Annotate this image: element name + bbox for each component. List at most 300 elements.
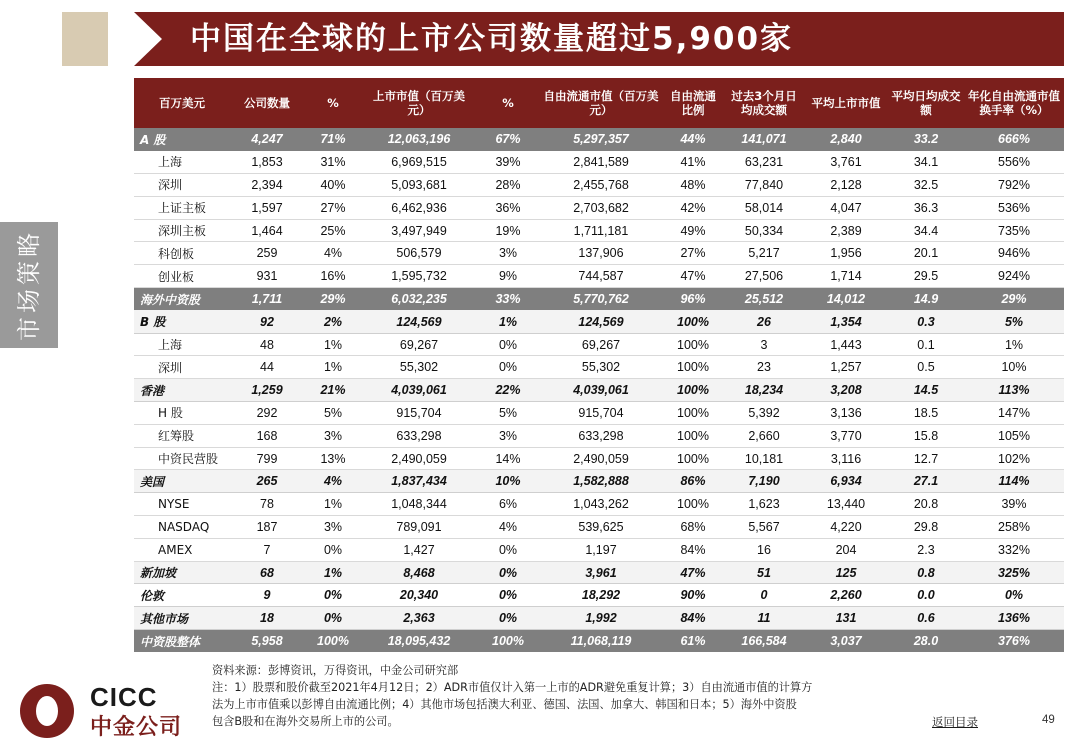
table-cell: 19% [476,219,540,242]
row-label-cell: 伦敦 [134,584,230,607]
table-cell: 4% [304,242,362,265]
table-cell: 42% [662,196,724,219]
table-cell: 27% [304,196,362,219]
table-cell: 25,512 [724,288,804,311]
table-row [134,561,1064,584]
table-cell: 931 [230,265,304,288]
table-cell: 33.2 [888,128,964,151]
table-cell: 113% [964,379,1064,402]
table-cell: 4% [304,470,362,493]
source-notes [212,662,922,730]
table-cell: 147% [964,402,1064,425]
table-row [134,402,1064,425]
table-cell: 2,703,682 [540,196,662,219]
table-cell: 14% [476,447,540,470]
table-cell: 20,340 [362,584,476,607]
table-cell: 32.5 [888,174,964,197]
table-cell: 1% [304,561,362,584]
table-cell: 0.3 [888,310,964,333]
table-cell: 55,302 [540,356,662,379]
column-header: 平均日均成交额 [891,89,961,117]
table-cell: 2,660 [724,424,804,447]
table-cell: 0% [476,538,540,561]
table-cell: 13% [304,447,362,470]
table-cell: 6,462,936 [362,196,476,219]
table-cell: 2,128 [804,174,888,197]
table-body [134,128,1064,652]
table-cell: 8,468 [362,561,476,584]
table-cell: 3% [304,424,362,447]
table-cell: 39% [964,493,1064,516]
table-cell: 5% [476,402,540,425]
table-cell: 6% [476,493,540,516]
table-cell: 6,969,515 [362,151,476,174]
row-label-cell: 中资民营股 [134,447,230,470]
table-cell: 100% [662,310,724,333]
table-row [134,288,1064,311]
table-cell: 100% [662,447,724,470]
table-cell: 0% [476,607,540,630]
table-cell: 16% [304,265,362,288]
table-cell: 265 [230,470,304,493]
table-cell: 5,567 [724,516,804,539]
table-cell: 0% [476,584,540,607]
table-cell: 2,490,059 [362,447,476,470]
table-cell: 3% [476,424,540,447]
table-cell: 1% [304,333,362,356]
table-cell: 2.3 [888,538,964,561]
row-label-cell: 上证主板 [134,196,230,219]
table-cell: 1,853 [230,151,304,174]
table-cell: 5,770,762 [540,288,662,311]
table-header-row [134,78,1064,128]
table-cell: 20.8 [888,493,964,516]
table-cell: 2,490,059 [540,447,662,470]
table-cell: 27,506 [724,265,804,288]
column-header: 公司数量 [244,96,290,110]
table-cell: 44 [230,356,304,379]
table-row [134,470,1064,493]
cicc-logo-mark [20,684,74,738]
table-row [134,424,1064,447]
table-row [134,630,1064,653]
table-cell: 1,711,181 [540,219,662,242]
table-cell: 166,584 [724,630,804,653]
table-cell: 946% [964,242,1064,265]
table-cell: 0% [964,584,1064,607]
table-cell: 376% [964,630,1064,653]
table-cell: 18.5 [888,402,964,425]
table-cell: 2,840 [804,128,888,151]
row-label-cell: 新加坡 [134,561,230,584]
note-line: 注：1）股票和股价截至2021年4月12日；2）ADR市值仅计入第一上市的ADR避免重复计算；3）自由流通市值的计算方 [212,681,813,694]
column-header: 百万美元 [159,96,205,110]
table-cell: 48 [230,333,304,356]
table-cell: 0% [304,584,362,607]
table-cell: 137,906 [540,242,662,265]
table-cell: 5,093,681 [362,174,476,197]
table-cell: 1,714 [804,265,888,288]
table-cell: 141,071 [724,128,804,151]
table-cell: 100% [304,630,362,653]
table-cell: 332% [964,538,1064,561]
listed-companies-table [134,78,1064,652]
table-cell: 68% [662,516,724,539]
table-cell: 16 [724,538,804,561]
table-cell: 5,297,357 [540,128,662,151]
section-side-tab [0,222,58,348]
table-cell: 34.4 [888,219,964,242]
cicc-logo [20,680,200,740]
table-cell: 10,181 [724,447,804,470]
table-cell: 187 [230,516,304,539]
table-cell: 0.6 [888,607,964,630]
table-cell: 11 [724,607,804,630]
table-cell: 25% [304,219,362,242]
table-cell: 100% [662,333,724,356]
table-cell: 0% [476,561,540,584]
table-cell: 29% [304,288,362,311]
table-row [134,379,1064,402]
table-cell: 168 [230,424,304,447]
table-cell: 136% [964,607,1064,630]
table-cell: 5% [304,402,362,425]
table-cell: 86% [662,470,724,493]
table-cell: 125 [804,561,888,584]
table-cell: 258% [964,516,1064,539]
table-cell: 36.3 [888,196,964,219]
table-cell: 1,257 [804,356,888,379]
table-cell: 1,597 [230,196,304,219]
table-cell: 7,190 [724,470,804,493]
table-cell: 58,014 [724,196,804,219]
table-row [134,174,1064,197]
table-cell: 1,259 [230,379,304,402]
row-label-cell: 深圳 [134,356,230,379]
cicc-logo-en: CICC [90,682,158,712]
table-cell: 63,231 [724,151,804,174]
table-cell: 1,043,262 [540,493,662,516]
table-cell: 26 [724,310,804,333]
column-header: % [327,96,339,110]
table-cell: 20.1 [888,242,964,265]
table-row [134,356,1064,379]
table-cell: 23 [724,356,804,379]
table-cell: 15.8 [888,424,964,447]
table-cell: 33% [476,288,540,311]
table-cell: 799 [230,447,304,470]
table-cell: 3,136 [804,402,888,425]
title-chevron-gap [108,12,148,66]
table-cell: 9% [476,265,540,288]
table-cell: 0.0 [888,584,964,607]
row-label-cell: 红筹股 [134,424,230,447]
table-cell: 92 [230,310,304,333]
page-number: 49 [1042,714,1055,726]
row-label-cell: 美国 [134,470,230,493]
table-row [134,151,1064,174]
table-cell: 1,197 [540,538,662,561]
table-cell: 49% [662,219,724,242]
row-label-cell: A 股 [134,128,230,151]
table-cell: 1,711 [230,288,304,311]
source-line: 资料来源：彭博资讯，万得资讯，中金公司研究部 [212,664,459,677]
table-cell: 12,063,196 [362,128,476,151]
table-cell: 915,704 [540,402,662,425]
row-label-cell: 深圳主板 [134,219,230,242]
row-label-cell: 科创板 [134,242,230,265]
table-cell: 633,298 [362,424,476,447]
table-cell: 789,091 [362,516,476,539]
table-cell: 14,012 [804,288,888,311]
table-cell: 1,992 [540,607,662,630]
table-cell: 1% [964,333,1064,356]
table-cell: 3,497,949 [362,219,476,242]
table-cell: 102% [964,447,1064,470]
table-cell: 100% [662,493,724,516]
table-cell: 131 [804,607,888,630]
table-cell: 2,260 [804,584,888,607]
table-row [134,128,1064,151]
table-cell: 0% [304,607,362,630]
table-cell: 55,302 [362,356,476,379]
table-cell: 1,048,344 [362,493,476,516]
table-row [134,242,1064,265]
table-cell: 10% [476,470,540,493]
table-cell: 21% [304,379,362,402]
table-cell: 100% [662,356,724,379]
table-cell: 3,116 [804,447,888,470]
table-cell: 5,958 [230,630,304,653]
table-cell: 1,582,888 [540,470,662,493]
table-cell: 61% [662,630,724,653]
table-cell: 1,623 [724,493,804,516]
table-cell: 3,208 [804,379,888,402]
table-cell: 3% [304,516,362,539]
table-cell: 69,267 [362,333,476,356]
table-cell: 44% [662,128,724,151]
table-cell: 27.1 [888,470,964,493]
row-label-cell: B 股 [134,310,230,333]
table-row [134,196,1064,219]
table-cell: 5,217 [724,242,804,265]
table-cell: 325% [964,561,1064,584]
table-cell: 4,039,061 [362,379,476,402]
table-cell: 2,389 [804,219,888,242]
table-cell: 100% [662,379,724,402]
table-cell: 3% [476,242,540,265]
row-label-cell: 深圳 [134,174,230,197]
table-cell: 28.0 [888,630,964,653]
table-cell: 1,956 [804,242,888,265]
table-row [134,493,1064,516]
table-cell: 100% [662,424,724,447]
table-cell: 14.9 [888,288,964,311]
back-to-contents-link[interactable]: 返回目录 [932,715,978,729]
table-row [134,310,1064,333]
table-cell: 69,267 [540,333,662,356]
table-cell: 5% [964,310,1064,333]
table-cell: 90% [662,584,724,607]
table-cell: 47% [662,265,724,288]
table-cell: 67% [476,128,540,151]
table-cell: 4,047 [804,196,888,219]
table-row [134,333,1064,356]
row-label-cell: 其他市场 [134,607,230,630]
column-header: 上市市值（百万美元） [373,89,465,117]
table-cell: 114% [964,470,1064,493]
table-cell: 4,039,061 [540,379,662,402]
table-cell: 100% [476,630,540,653]
table-cell: 68 [230,561,304,584]
table-cell: 13,440 [804,493,888,516]
table-cell: 1,354 [804,310,888,333]
table-row [134,219,1064,242]
table-cell: 2% [304,310,362,333]
row-label-cell: AMEX [134,538,230,561]
table-row [134,538,1064,561]
table-cell: 3,770 [804,424,888,447]
column-header: 年化自由流通市值换手率（%） [968,89,1060,117]
table-cell: 5,392 [724,402,804,425]
column-header: 自由流通比例 [670,89,716,117]
table-cell: 124,569 [362,310,476,333]
row-label-cell: 上海 [134,333,230,356]
table-cell: 39% [476,151,540,174]
table-cell: 36% [476,196,540,219]
table-cell: 84% [662,607,724,630]
column-header: 自由流通市值（百万美元） [543,89,659,117]
table-cell: 3,961 [540,561,662,584]
table-cell: 539,625 [540,516,662,539]
table-cell: 506,579 [362,242,476,265]
table-cell: 792% [964,174,1064,197]
table-row [134,607,1064,630]
table-cell: 4% [476,516,540,539]
table-cell: 292 [230,402,304,425]
table-cell: 14.5 [888,379,964,402]
table-cell: 50,334 [724,219,804,242]
table-row [134,584,1064,607]
table-cell: 1,837,434 [362,470,476,493]
section-side-tab-label: 市场策略 [15,229,43,341]
table-cell: 536% [964,196,1064,219]
table-cell: 0% [476,333,540,356]
note-line: 包含B股和在海外交易所上市的公司。 [212,715,399,728]
table-cell: 18,292 [540,584,662,607]
table-cell: 2,455,768 [540,174,662,197]
table-cell: 51 [724,561,804,584]
table-cell: 1,443 [804,333,888,356]
table-row [134,447,1064,470]
row-label-cell: 香港 [134,379,230,402]
table-cell: 100% [662,402,724,425]
table-cell: 34.1 [888,151,964,174]
table-cell: 915,704 [362,402,476,425]
table-cell: 28% [476,174,540,197]
table-cell: 0% [476,356,540,379]
table-cell: 4,220 [804,516,888,539]
table-cell: 204 [804,538,888,561]
column-header: 平均上市市值 [811,96,881,110]
table-cell: 924% [964,265,1064,288]
table-cell: 77,840 [724,174,804,197]
table-cell: 1,464 [230,219,304,242]
row-label-cell: NASDAQ [134,516,230,539]
table-cell: 18,234 [724,379,804,402]
table-cell: 0.1 [888,333,964,356]
row-label-cell: 上海 [134,151,230,174]
row-label-cell: 海外中资股 [134,288,230,311]
table-cell: 2,394 [230,174,304,197]
row-label-cell: NYSE [134,493,230,516]
table-cell: 1,595,732 [362,265,476,288]
table-cell: 71% [304,128,362,151]
table-cell: 29% [964,288,1064,311]
table-cell: 96% [662,288,724,311]
table-cell: 124,569 [540,310,662,333]
table-cell: 22% [476,379,540,402]
column-header: 过去3个月日均成交额 [731,89,797,117]
table-cell: 12.7 [888,447,964,470]
table-cell: 666% [964,128,1064,151]
table-cell: 84% [662,538,724,561]
cicc-logo-cn: 中金公司 [90,715,183,740]
table-row [134,516,1064,539]
table-cell: 48% [662,174,724,197]
table-cell: 633,298 [540,424,662,447]
table-cell: 105% [964,424,1064,447]
table-cell: 40% [304,174,362,197]
table-cell: 11,068,119 [540,630,662,653]
table-cell: 18,095,432 [362,630,476,653]
table-cell: 27% [662,242,724,265]
table-cell: 3,761 [804,151,888,174]
table-cell: 6,032,235 [362,288,476,311]
table-cell: 1,427 [362,538,476,561]
table-cell: 3 [724,333,804,356]
table-cell: 2,363 [362,607,476,630]
table-cell: 47% [662,561,724,584]
table-cell: 29.8 [888,516,964,539]
table-cell: 9 [230,584,304,607]
table-cell: 78 [230,493,304,516]
table-cell: 41% [662,151,724,174]
table-cell: 1% [304,493,362,516]
table-cell: 10% [964,356,1064,379]
table-cell: 0% [304,538,362,561]
column-header: % [502,96,514,110]
table-cell: 556% [964,151,1064,174]
table-cell: 4,247 [230,128,304,151]
table-cell: 0.5 [888,356,964,379]
table-cell: 744,587 [540,265,662,288]
table-cell: 6,934 [804,470,888,493]
table-cell: 2,841,589 [540,151,662,174]
table-cell: 0 [724,584,804,607]
note-line: 法为上市市值乘以彭博自由流通比例；4）其他市场包括澳大利亚、德国、法国、加拿大、韩国和日本；5）海外中资股 [212,698,797,711]
table-cell: 1% [476,310,540,333]
table-cell: 7 [230,538,304,561]
table-cell: 31% [304,151,362,174]
row-label-cell: H 股 [134,402,230,425]
table-cell: 259 [230,242,304,265]
table-cell: 0.8 [888,561,964,584]
row-label-cell: 创业板 [134,265,230,288]
table-cell: 3,037 [804,630,888,653]
table-cell: 18 [230,607,304,630]
table-cell: 29.5 [888,265,964,288]
